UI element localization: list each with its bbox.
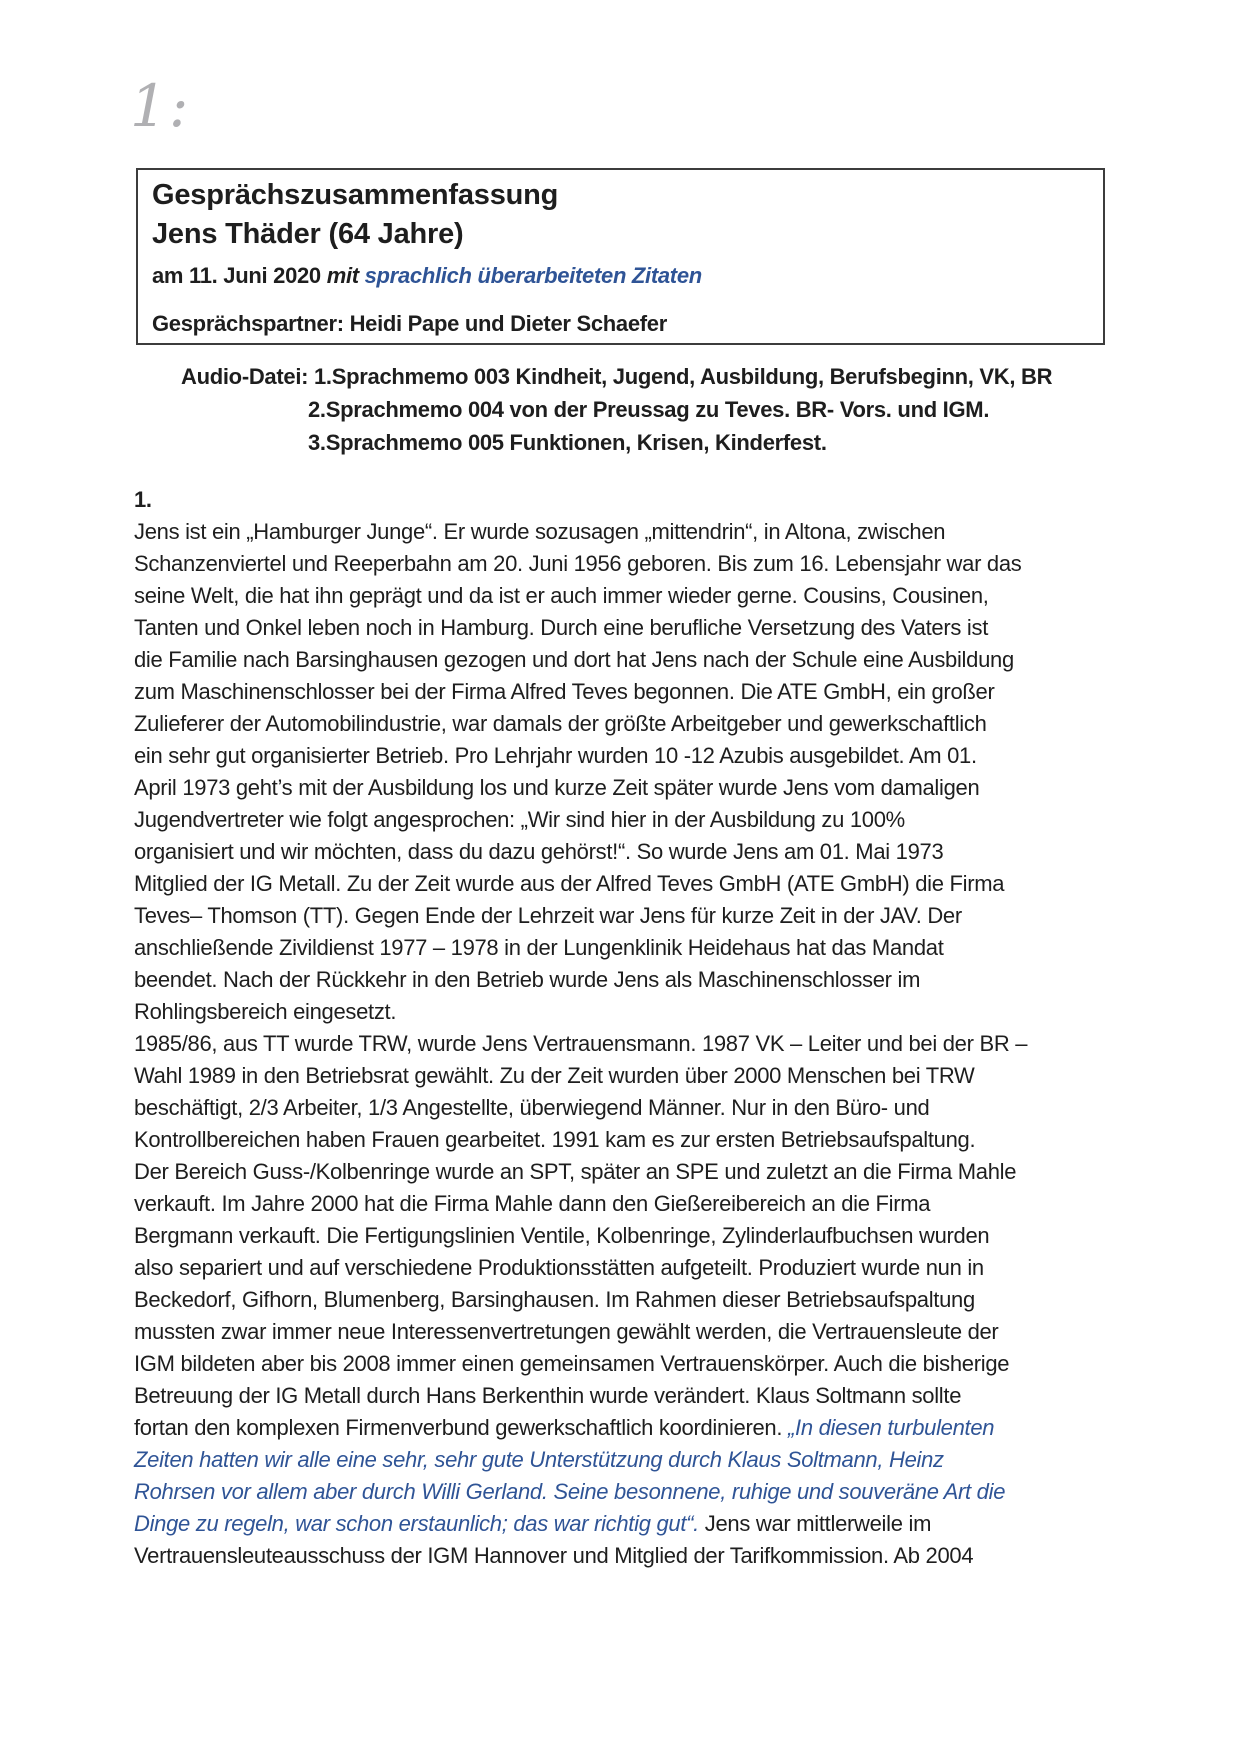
body-text-segment: Der Bereich Guss-/Kolbenringe wurde an SPT, später an SPE und zuletzt an die Firma Mahle bbox=[134, 1159, 1017, 1184]
text-line bbox=[134, 836, 1114, 868]
body-text-segment: beendet. Nach der Rückkehr in den Betrieb wurde Jens als Maschinenschlosser im bbox=[134, 967, 921, 992]
text-line bbox=[134, 1060, 1114, 1092]
quote-text: Zeiten hatten wir alle eine sehr, sehr gute Unterstützung durch Klaus Soltmann, Heinz bbox=[134, 1447, 944, 1472]
date-mit-text: mit bbox=[326, 263, 365, 288]
text-line bbox=[134, 1380, 1114, 1412]
body-text-segment: mussten zwar immer neue Interessenvertretungen gewählt werden, die Vertrauensleute der bbox=[134, 1319, 999, 1344]
text-line bbox=[134, 1188, 1114, 1220]
document-title-line2: Jens Thäder (64 Jahre) bbox=[152, 218, 464, 250]
date-text: am 11. Juni 2020 bbox=[152, 263, 327, 288]
audio-item-3: 3.Sprachmemo 005 Funktionen, Krisen, Kinderfest. bbox=[308, 430, 827, 455]
text-line bbox=[134, 932, 1114, 964]
text-line bbox=[134, 996, 1114, 1028]
text-line bbox=[134, 548, 1114, 580]
section-heading: 1. bbox=[134, 487, 152, 512]
body-text-segment: verkauft. Im Jahre 2000 hat die Firma Mahle dann den Gießereibereich an die Firma bbox=[134, 1191, 931, 1216]
text-line bbox=[134, 1412, 1114, 1444]
body-text-segment: Jugendvertreter wie folgt angesprochen: „Wir sind hier in der Ausbildung zu 100% bbox=[134, 807, 905, 832]
body-text-segment: Bergmann verkauft. Die Fertigungslinien Ventile, Kolbenringe, Zylinderlaufbuchsen wurden bbox=[134, 1223, 990, 1248]
text-line bbox=[134, 1540, 1114, 1572]
quote-text: Rohrsen vor allem aber durch Willi Gerland. Seine besonnene, ruhige und souveräne Art die bbox=[134, 1479, 1006, 1504]
body-text-segment: 1985/86, aus TT wurde TRW, wurde Jens Vertrauensmann. 1987 VK – Leiter und bei der BR – bbox=[134, 1031, 1028, 1056]
text-line bbox=[134, 804, 1114, 836]
audio-item-2: 2.Sprachmemo 004 von der Preussag zu Teves. BR- Vors. und IGM. bbox=[308, 397, 990, 422]
text-line bbox=[134, 1348, 1114, 1380]
body-text-segment: Tanten und Onkel leben noch in Hamburg. Durch eine berufliche Versetzung des Vaters ist bbox=[134, 615, 989, 640]
body-text-segment: Beckedorf, Gifhorn, Blumenberg, Barsinghausen. Im Rahmen dieser Betriebsaufspaltung bbox=[134, 1287, 975, 1312]
body-text-segment: Zulieferer der Automobilindustrie, war damals der größte Arbeitgeber und gewerkschaftlich bbox=[134, 711, 987, 736]
text-line bbox=[134, 1092, 1114, 1124]
text-line bbox=[134, 1284, 1114, 1316]
text-line bbox=[134, 676, 1114, 708]
body-lines bbox=[134, 516, 1114, 1572]
body-text-segment: IGM bildeten aber bis 2008 immer einen gemeinsamen Vertrauenskörper. Auch die bisherige bbox=[134, 1351, 1010, 1376]
body-text-segment: seine Welt, die hat ihn geprägt und da ist er auch immer wieder gerne. Cousins, Cousinen, bbox=[134, 583, 989, 608]
audio-label: Audio-Datei: bbox=[181, 364, 314, 389]
page-corner-label: 1: bbox=[130, 72, 191, 140]
body-text-segment: anschließende Zivildienst 1977 – 1978 in der Lungenklinik Heidehaus hat das Mandat bbox=[134, 935, 944, 960]
text-line bbox=[134, 740, 1114, 772]
body-text-segment: Teves– Thomson (TT). Gegen Ende der Lehrzeit war Jens für kurze Zeit in der JAV. Der bbox=[134, 903, 962, 928]
body-text-segment: Betreuung der IG Metall durch Hans Berkenthin wurde verändert. Klaus Soltmann sollte bbox=[134, 1383, 962, 1408]
date-highlight-text: sprachlich überarbeiteten Zitaten bbox=[364, 263, 702, 288]
text-line bbox=[134, 612, 1114, 644]
body-text-segment: ein sehr gut organisierter Betrieb. Pro Lehrjahr wurden 10 -12 Azubis ausgebildet. Am 01. bbox=[134, 743, 977, 768]
text-line bbox=[134, 900, 1114, 932]
audio-item-1: 1.Sprachmemo 003 Kindheit, Jugend, Ausbildung, Berufsbeginn, VK, BR bbox=[313, 364, 1053, 389]
body-text-segment: Jens ist ein „Hamburger Junge“. Er wurde sozusagen „mittendrin“, in Altona, zwischen bbox=[134, 519, 946, 544]
text-line bbox=[134, 708, 1114, 740]
body-text-segment: Jens war mittlerweile im bbox=[704, 1511, 932, 1536]
quote-text: „In diesen turbulenten bbox=[788, 1415, 995, 1440]
text-line bbox=[134, 516, 1114, 548]
body-text bbox=[134, 484, 1114, 1572]
text-line bbox=[134, 1444, 1114, 1476]
body-text-segment: Mitglied der IG Metall. Zu der Zeit wurde aus der Alfred Teves GmbH (ATE GmbH) die Firma bbox=[134, 871, 1005, 896]
document-title-line1: Gesprächszusammenfassung bbox=[152, 179, 559, 211]
text-line bbox=[134, 964, 1114, 996]
interview-partners-line: Gesprächspartner: Heidi Pape und Dieter Schaefer bbox=[152, 311, 667, 336]
body-text-segment: also separiert und auf verschiedene Produktionsstätten aufgeteilt. Produziert wurde nun in bbox=[134, 1255, 984, 1280]
body-text-segment: Schanzenviertel und Reeperbahn am 20. Juni 1956 geboren. Bis zum 16. Lebensjahr war das bbox=[134, 551, 1022, 576]
text-line bbox=[134, 1220, 1114, 1252]
text-line bbox=[134, 1316, 1114, 1348]
body-text-segment: Vertrauensleuteausschuss der IGM Hannover und Mitglied der Tarifkommission. Ab 2004 bbox=[134, 1543, 974, 1568]
body-text-segment: organisiert und wir möchten, dass du dazu gehörst!“. So wurde Jens am 01. Mai 1973 bbox=[134, 839, 944, 864]
text-line bbox=[134, 580, 1114, 612]
text-line bbox=[134, 1252, 1114, 1284]
text-line bbox=[134, 1476, 1114, 1508]
quote-text: Dinge zu regeln, war schon erstaunlich; das war richtig gut“. bbox=[134, 1511, 705, 1536]
body-text-segment: Wahl 1989 in den Betriebsrat gewählt. Zu der Zeit wurden über 2000 Menschen bei TRW bbox=[134, 1063, 975, 1088]
body-text-segment: Kontrollbereichen haben Frauen gearbeitet. 1991 kam es zur ersten Betriebsaufspaltung. bbox=[134, 1127, 976, 1152]
text-line bbox=[134, 1508, 1114, 1540]
header-box bbox=[136, 168, 1105, 345]
text-line bbox=[134, 1028, 1114, 1060]
text-line bbox=[134, 1124, 1114, 1156]
body-text-segment: fortan den komplexen Firmenverbund gewerkschaftlich koordinieren. bbox=[134, 1415, 788, 1440]
audio-file-block bbox=[136, 360, 1116, 459]
body-text-segment: die Familie nach Barsinghausen gezogen und dort hat Jens nach der Schule eine Ausbildung bbox=[134, 647, 1014, 672]
body-text-segment: zum Maschinenschlosser bei der Firma Alfred Teves begonnen. Die ATE GmbH, ein großer bbox=[134, 679, 995, 704]
body-text-segment: beschäftigt, 2/3 Arbeiter, 1/3 Angestellte, überwiegend Männer. Nur in den Büro- und bbox=[134, 1095, 930, 1120]
document-date-line bbox=[152, 262, 1089, 290]
body-text-segment: Rohlingsbereich eingesetzt. bbox=[134, 999, 397, 1024]
audio-line-1 bbox=[136, 360, 1116, 393]
text-line bbox=[134, 644, 1114, 676]
body-text-segment: April 1973 geht’s mit der Ausbildung los und kurze Zeit später wurde Jens vom damaligen bbox=[134, 775, 980, 800]
text-line bbox=[134, 1156, 1114, 1188]
text-line bbox=[134, 868, 1114, 900]
text-line bbox=[134, 772, 1114, 804]
